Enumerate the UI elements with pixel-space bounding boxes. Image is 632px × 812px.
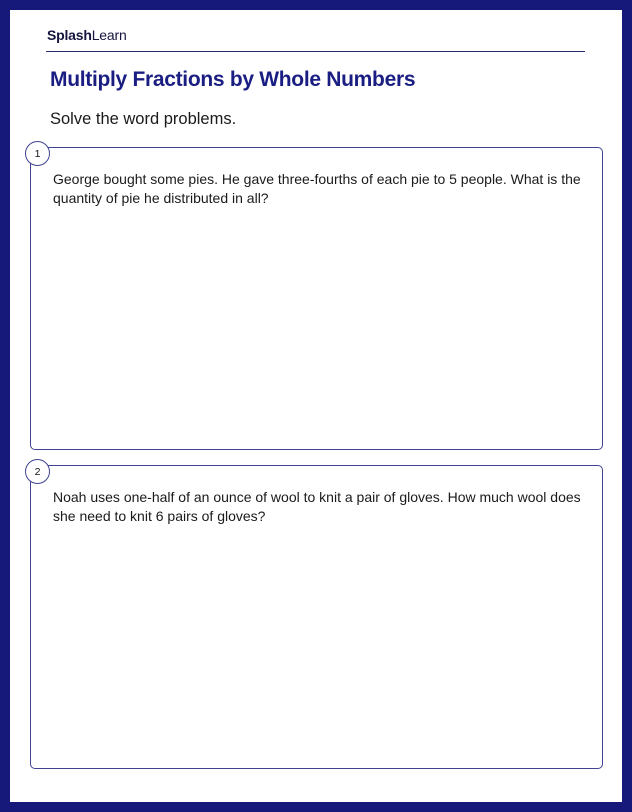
logo-text-splash: Splash — [47, 27, 92, 43]
logo-text-learn: Learn — [91, 27, 127, 43]
problem-box-1 — [30, 147, 603, 450]
problem-text-2: Noah uses one-half of an ounce of wool to knit a pair of gloves. How much wool does she need to knit 6 pairs of gloves? — [53, 489, 581, 524]
problem-number-badge-2: 2 — [25, 459, 50, 484]
page-title: Multiply Fractions by Whole Numbers — [50, 68, 416, 91]
problem-box-2 — [30, 465, 603, 769]
header-divider — [46, 51, 585, 52]
worksheet-page — [10, 10, 622, 802]
instruction-text: Solve the word problems. — [50, 110, 237, 128]
problem-number-badge-1: 1 — [25, 141, 50, 166]
problem-text-1: George bought some pies. He gave three-fourths of each pie to 5 people. What is the quantity of pie he distributed in all? — [53, 171, 581, 206]
splashlearn-logo — [47, 27, 127, 43]
